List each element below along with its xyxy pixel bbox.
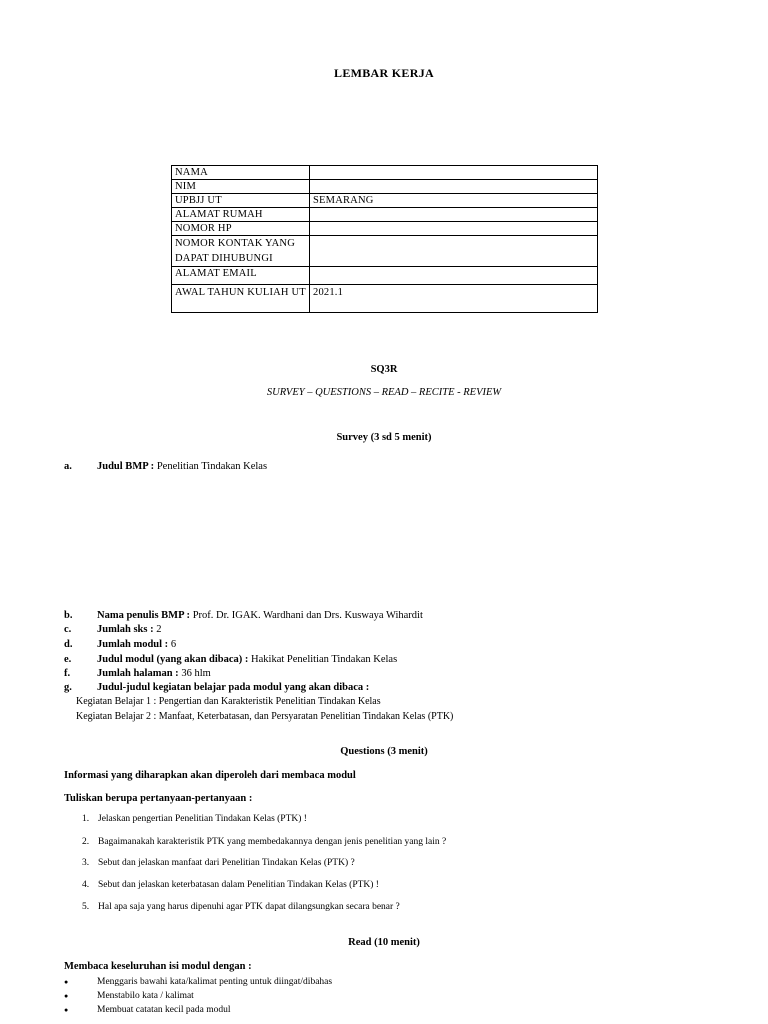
bullet-text: Menstabilo kata / kalimat	[97, 991, 194, 1001]
info-value	[310, 180, 598, 194]
item-value: 2	[153, 624, 162, 635]
table-row	[172, 208, 598, 222]
bullet-text: Menggaris bawahi kata/kalimat penting untuk diingat/dibahas	[97, 977, 333, 987]
info-label: NOMOR KONTAK YANG DAPAT DIHUBUNGI	[172, 236, 310, 267]
info-label: ALAMAT EMAIL	[172, 267, 310, 285]
table-row	[172, 285, 598, 313]
item-label: Jumlah sks :	[97, 624, 154, 635]
question-number: 2.	[82, 837, 90, 847]
read-heading: Read (10 menit)	[348, 937, 420, 948]
question-text: Jelaskan pengertian Penelitian Tindakan Kelas (PTK) !	[98, 814, 307, 824]
sq3r-heading: SQ3R	[370, 364, 398, 375]
item-label: Jumlah modul :	[97, 639, 169, 650]
item-label: Jumlah halaman :	[97, 668, 179, 679]
item-label: Judul-judul kegiatan belajar pada modul yang akan dibaca :	[97, 682, 370, 693]
item-value: Penelitian Tindakan Kelas	[154, 461, 268, 472]
table-row	[172, 267, 598, 285]
table-row	[172, 194, 598, 208]
table-row	[172, 236, 598, 267]
student-info-table	[171, 165, 598, 313]
item-value: 36 hlm	[178, 668, 211, 679]
bullet-icon: ●	[64, 978, 69, 986]
info-value	[310, 236, 598, 267]
question-text: Sebut dan jelaskan keterbatasan dalam Penelitian Tindakan Kelas (PTK) !	[98, 880, 379, 890]
questions-intro: Informasi yang diharapkan akan diperoleh dari membaca modul	[64, 770, 356, 781]
info-value: SEMARANG	[310, 194, 598, 208]
question-number: 1.	[82, 814, 90, 824]
question-number: 3.	[82, 858, 90, 868]
info-label: NIM	[172, 180, 310, 194]
item-letter: e.	[64, 654, 72, 665]
item-label: Judul modul (yang akan dibaca) :	[97, 654, 249, 665]
question-number: 5.	[82, 902, 90, 912]
info-label: NOMOR HP	[172, 222, 310, 236]
item-letter: a.	[64, 461, 72, 472]
table-row	[172, 166, 598, 180]
info-value	[310, 208, 598, 222]
item-value: Prof. Dr. IGAK. Wardhani dan Drs. Kuswaya Wihardit	[190, 610, 423, 621]
bullet-icon: ●	[64, 1006, 69, 1014]
item-letter: g.	[64, 682, 72, 693]
item-label: Judul BMP :	[97, 461, 155, 472]
info-label: ALAMAT RUMAH	[172, 208, 310, 222]
item-label: Nama penulis BMP :	[97, 610, 191, 621]
item-letter: d.	[64, 639, 73, 650]
item-letter: b.	[64, 610, 73, 621]
question-number: 4.	[82, 880, 90, 890]
item-letter: c.	[64, 624, 72, 635]
sq3r-subtitle: SURVEY – QUESTIONS – READ – RECITE - REVIEW	[266, 387, 502, 398]
question-text: Sebut dan jelaskan manfaat dari Penelitian Tindakan Kelas (PTK) ?	[98, 858, 355, 868]
questions-prompt: Tuliskan berupa pertanyaan-pertanyaan :	[64, 793, 253, 804]
info-value	[310, 222, 598, 236]
table-row	[172, 180, 598, 194]
item-value: 6	[168, 639, 177, 650]
item-letter: f.	[64, 668, 71, 679]
kegiatan-belajar-1: Kegiatan Belajar 1 : Pengertian dan Karakteristik Penelitian Tindakan Kelas	[76, 696, 381, 707]
table-row	[172, 222, 598, 236]
info-label: UPBJJ UT	[172, 194, 310, 208]
read-intro: Membaca keseluruhan isi modul dengan :	[64, 961, 252, 972]
questions-heading: Questions (3 menit)	[340, 746, 428, 757]
bullet-icon: ●	[64, 992, 69, 1000]
info-value	[310, 166, 598, 180]
info-label: AWAL TAHUN KULIAH UT	[172, 285, 310, 313]
question-text: Hal apa saja yang harus dipenuhi agar PTK dapat dilangsungkan secara benar ?	[98, 902, 400, 912]
info-label: NAMA	[172, 166, 310, 180]
kegiatan-belajar-2: Kegiatan Belajar 2 : Manfaat, Keterbatasan, dan Persyaratan Penelitian Tindakan Kelas (PTK)	[76, 711, 454, 722]
bullet-text: Membuat catatan kecil pada modul	[97, 1005, 231, 1015]
info-value	[310, 267, 598, 285]
survey-heading: Survey (3 sd 5 menit)	[336, 432, 432, 443]
question-text: Bagaimanakah karakteristik PTK yang membedakannya dengan jenis penelitian yang lain ?	[98, 837, 447, 847]
info-value: 2021.1	[310, 285, 598, 313]
item-value: Hakikat Penelitian Tindakan Kelas	[248, 654, 398, 665]
page-title: LEMBAR KERJA	[334, 66, 434, 80]
